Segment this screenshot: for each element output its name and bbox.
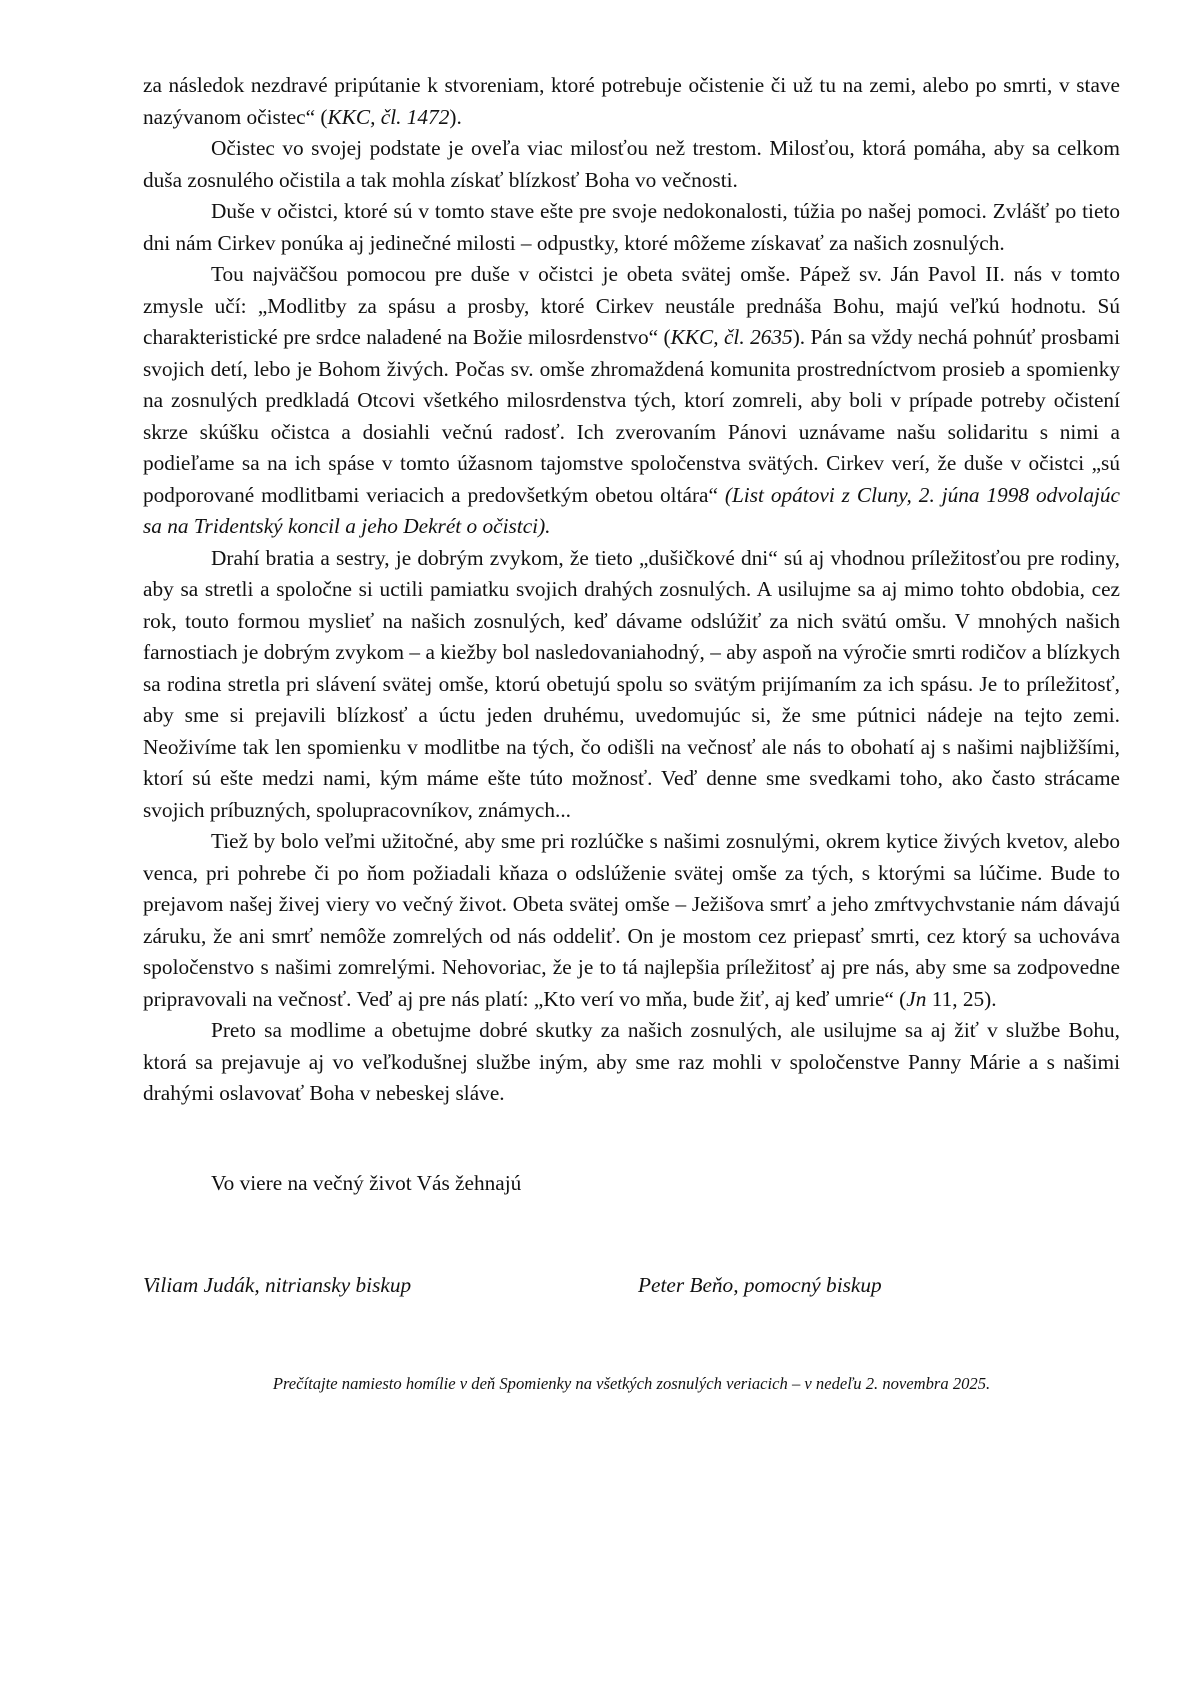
paragraph-7 — [143, 1015, 1120, 1110]
paragraph-3 — [143, 196, 1120, 259]
paragraph-1 — [143, 70, 1120, 133]
letter-body — [143, 70, 1120, 1110]
closing-greeting: Vo viere na večný život Vás žehnajú — [211, 1171, 522, 1195]
para5-text: Drahí bratia a sestry, je dobrým zvykom, že tieto „dušičkové dni“ sú aj vhodnou príležitosťou pre rodiny, aby sa stretli a spoločne si uctili pamiatku svojich drahých zosnulých. A usilujme sa aj mimo tohto obdobia, cez rok, touto formou myslieť na našich zosnulých, keď dávame odslúžiť za nich svätú omšu. V mnohých našich farnostiach je dobrým zvykom – a kiežby bol nasledovaniahodný, – aby aspoň na výročie smrti rodičov a blízkych sa rodina stretla pri slávení svätej omše, ktorú obetujú spolu so svätým prijímaním za ich spásu. Je to príležitosť, aby sme si prejavili blízkosť a úctu jeden druhému, uvedomujúc si, že sme pútnici nádeje na tejto zemi. Neoživíme tak len spomienku v modlitbe na tých, čo odišli na večnosť ale nás to obohatí aj s našimi najbližšími, ktorí sú ešte medzi nami, kým máme ešte túto možnosť. Veď denne sme svedkami toho, ako často strácame svojich príbuzných, spolupracovníkov, známych... — [143, 545, 1120, 822]
para2-text: Očistec vo svojej podstate je oveľa viac milosťou než trestom. Milosťou, ktorá pomáha, aby sa celkom duša zosnulého očistila a tak mohla získať blízkosť Boha vo večnosti. — [143, 136, 1120, 192]
para1-text-b: ). — [449, 104, 462, 129]
signature-right: Peter Beňo, pomocný biskup — [638, 1273, 882, 1297]
signature-left: Viliam Judák, nitriansky biskup — [143, 1273, 412, 1297]
paragraph-2 — [143, 133, 1120, 196]
para6-citation-jn: Jn — [906, 986, 927, 1011]
para6-text-b: 11, 25). — [926, 986, 997, 1011]
reading-instruction-footnote: Prečítajte namiesto homílie v deň Spomienky na všetkých zosnulých veriacich – v nedeľu 2. novembra 2025. — [272, 1374, 991, 1393]
para4-text-a: Tou najväčšou pomocou pre duše v očistci je obeta svätej omše. Pápež sv. Ján Pavol II. nás v tomto zmysle učí: „Modlitby za spásu a prosby, ktoré Cirkev neustále prednáša Bohu, majú veľkú hodnotu. Sú charakteristické pre srdce naladené na Božie milosrdenstvo“ ( — [143, 262, 1120, 349]
para6-text-a: Tiež by bolo veľmi užitočné, aby sme pri rozlúčke s našimi zosnulými, okrem kytice živých kvetov, alebo venca, pri pohrebe či po ňom požiadali kňaza o odslúženie svätej omše za tých, s ktorými sa lúčime. Bude to prejavom našej živej viery vo večný život. Obeta svätej omše – Ježišova smrť a jeho zmŕtvychvstanie nám dávajú záruku, že ani smrť nemôže zomrelých od nás oddeliť. On je mostom cez priepasť smrti, cez ktorý sa uchováva spoločenstvo s našimi zomrelými. Nehovoriac, že je to tá najlepšia príležitosť aj pre nás, aby sme sa zodpovedne pripravovali na večnosť. Veď aj pre nás platí: „Kto verí vo mňa, bude žiť, aj keď umrie“ ( — [143, 829, 1120, 1011]
para7-text: Preto sa modlime a obetujme dobré skutky za našich zosnulých, ale usilujme sa aj žiť v službe Bohu, ktorá sa prejavuje aj vo veľkodušnej službe iným, aby sme raz mohli v spoločenstve Panny Márie a s našimi drahými oslavovať Boha v nebeskej sláve. — [143, 1018, 1120, 1105]
para4-citation-kkc: KKC, čl. 2635 — [670, 325, 793, 349]
paragraph-6 — [143, 826, 1120, 1015]
paragraph-5 — [143, 543, 1120, 827]
para1-text-a: za následok nezdravé pripútanie k stvoreniam, ktoré potrebuje očistenie či už tu na zemi, alebo po smrti, v stave nazývanom očistec“ ( — [143, 73, 1120, 129]
paragraph-4 — [143, 259, 1120, 543]
para1-citation: KKC, čl. 1472 — [327, 104, 450, 129]
para4-citation-letter: (List opátovi z Cluny, 2. júna 1998 odvolajúc sa na Tridentský koncil a jeho Dekrét o očistci). — [143, 482, 1120, 538]
para4-text-b: ). Pán sa vždy nechá pohnúť prosbami svojich detí, lebo je Bohom živých. Počas sv. omše zhromaždená komunita prostredníctvom prosieb a spomienky na zosnulých predkladá Otcovi všetkého milosrdenstva tých, ktorí zomreli, aby boli v prípade potreby očistení skrze skúšku očistca a dosiahli večnú radosť. Ich zverovaním Pánovi uznávame našu solidaritu s nimi a podieľame sa na ich spáse v tomto úžasnom tajomstve spoločenstva svätých. Cirkev verí, že duše v očistci „sú podporované modlitbami veriacich a predovšetkým obetou oltára“ — [143, 325, 1121, 507]
para3-text: Duše v očistci, ktoré sú v tomto stave ešte pre svoje nedokonalosti, túžia po našej pomoci. Zvlášť po tieto dni nám Cirkev ponúka aj jedinečné milosti – odpustky, ktoré môžeme získavať za našich zosnulých. — [143, 199, 1120, 255]
